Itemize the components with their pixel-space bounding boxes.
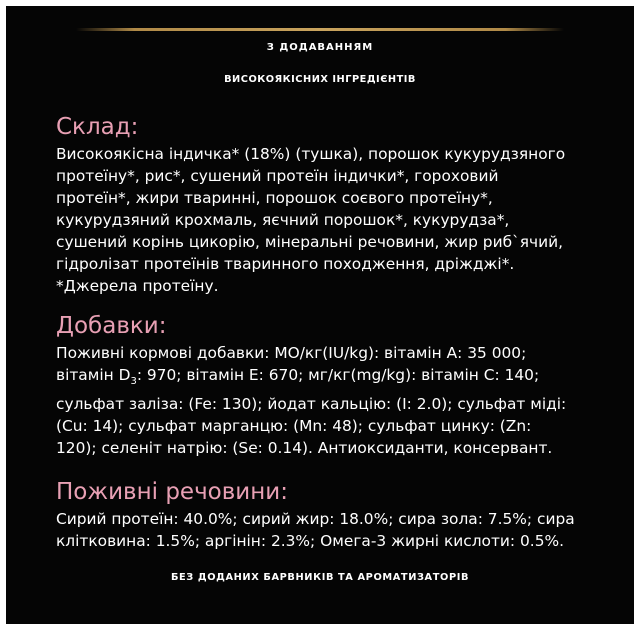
additives-title: Добавки: — [56, 313, 167, 339]
no-additives-banner: БЕЗ ДОДАНИХ БАРВНИКІВ ТА АРОМАТИЗАТОРІВ — [170, 572, 470, 583]
vitamin-d-subscript: 3 — [130, 376, 137, 388]
additives-line: сульфат заліза: (Fe: 130); йодат кальцію: (I: 2.0); сульфат міді: — [56, 395, 567, 414]
composition-text — [56, 143, 616, 297]
additives-line: Поживні кормові добавки: МО/кг(IU/kg): вітамін А: 35 000; — [56, 344, 527, 362]
ingredients-panel — [6, 6, 634, 624]
nutrients-text — [56, 508, 616, 552]
vitamin-d-label: вітамін D — [56, 366, 131, 384]
composition-line: *Джерела протеїну. — [56, 277, 219, 295]
composition-line: протеїн*, жири тваринні, порошок соєвого протеїну*, — [56, 189, 493, 207]
composition-line: кукурудзяний крохмаль, яєчний порошок*, кукурудза*, — [56, 211, 510, 229]
composition-title: Склад: — [56, 114, 139, 140]
composition-line: Високоякісна індичка* (18%) (тушка), порошок кукурудзяного — [56, 145, 566, 163]
composition-line: сушений корінь цикорію, мінеральні речовини, жир риб`ячий, — [56, 233, 564, 251]
hero-subtitle: З ДОДАВАННЯМ — [266, 42, 374, 53]
nutrients-line: Сирий протеїн: 40.0%; сирий жир: 18.0%; сира зола: 7.5%; сира — [56, 510, 575, 528]
composition-line: гідролізат протеїнів тваринного походження, дріжджі*. — [56, 255, 515, 273]
nutrients-title: Поживні речовини: — [56, 479, 288, 505]
additives-line-rest: : 970; вітамін Е: 670; мг/кг(mg/kg): вітамін С: 140; — [136, 366, 540, 384]
additives-line: 120); селеніт натрію: (Se: 0.14). Антиоксиданти, консервант. — [56, 439, 553, 458]
gold-divider-line — [76, 28, 564, 31]
additives-text — [56, 342, 616, 459]
additives-line: (Cu: 14); сульфат марганцю: (Mn: 48); сульфат цинку: (Zn: — [56, 417, 532, 436]
additives-line — [56, 364, 616, 393]
composition-line: протеїну*, рис*, сушений протеїн індички*, гороховий — [56, 167, 499, 185]
nutrients-line: клітковина: 1.5%; аргінін: 2.3%; Омега-3 жирні кислоти: 0.5%. — [56, 532, 564, 550]
hero-title: ВИСОКОЯКІСНИХ ІНГРЕДІЄНТІВ — [224, 74, 416, 85]
